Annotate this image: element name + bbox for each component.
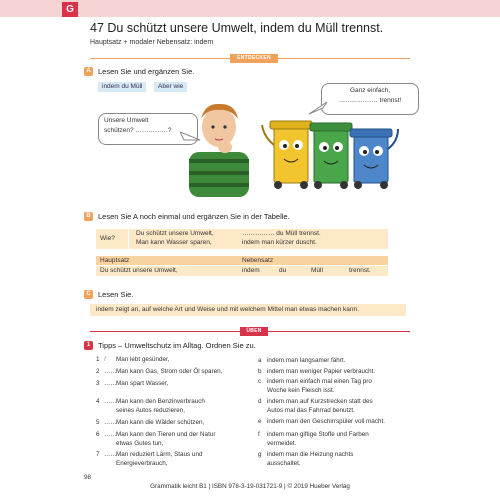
left-item-text: etwas Gutes tun, (116, 439, 164, 447)
trash-bins-illustration (260, 115, 402, 193)
left-item-5 (96, 419, 246, 428)
left-item-6 (96, 431, 246, 448)
section-b-badge: B (84, 212, 93, 221)
bubble-boy-line-2: schützen? ……………? (104, 127, 172, 134)
header-nebensatz: Nebensatz (242, 257, 274, 264)
exercise-1-badge: 1 (84, 341, 93, 350)
left-item-number: 7 (96, 451, 100, 458)
right-item-g (258, 451, 418, 468)
left-item-2 (96, 368, 246, 377)
right-item-b (258, 368, 418, 377)
unit-number: 47 (90, 21, 104, 35)
right-item-letter: a (258, 357, 262, 364)
exercise-1-instruction: Tipps – Umweltschutz im Alltag. Ordnen Sie zu. (98, 341, 256, 350)
left-item-7 (96, 451, 246, 468)
page-title (90, 21, 383, 35)
answer-blank[interactable]: …… (104, 368, 117, 375)
word-chip-2: Aber wie (154, 82, 187, 92)
chapter-tab: G (62, 2, 78, 17)
cell-conjunction: indem (242, 267, 260, 274)
right-item-text: Autos mal das Fahrrad benutzt. (267, 406, 355, 414)
cell-verb: trennst. (349, 267, 371, 274)
right-item-letter: b (258, 368, 262, 375)
answer-blank[interactable]: …… (104, 380, 117, 387)
right-item-text: indem man weniger Papier verbraucht. (267, 368, 376, 375)
example-right-2: indem man kürzer duscht. (242, 239, 317, 246)
section-c-instruction: Lesen Sie. (98, 290, 134, 299)
right-item-c (258, 378, 418, 395)
section-c-badge: C (84, 290, 93, 299)
boy-illustration (183, 97, 255, 197)
left-item-text: Man kann Gas, Strom oder Öl sparen, (116, 368, 223, 375)
left-item-text: Man kann die Wälder schützen, (116, 419, 205, 426)
example-left-2: Man kann Wasser sparen, (136, 239, 212, 246)
cell-object: Müll (311, 267, 323, 274)
right-item-text: indem man auf Kurzstrecken statt des (267, 398, 373, 405)
right-item-text: indem man einfach mal einen Tag pro (267, 378, 372, 385)
bubble-bins-line-1: Ganz einfach, (349, 87, 391, 94)
left-item-number: 1 (96, 356, 100, 363)
right-item-letter: e (258, 418, 262, 425)
left-item-number: 6 (96, 431, 100, 438)
left-item-text: Man spart Wasser, (116, 380, 169, 387)
left-item-number: 3 (96, 380, 100, 387)
left-item-number: 2 (96, 368, 100, 375)
left-item-text: Man lebt gesünder, (116, 356, 170, 363)
ueben-banner: ÜBEN (240, 327, 268, 336)
left-item-number: 5 (96, 419, 100, 426)
left-item-text: Energieverbrauch, (116, 459, 168, 467)
right-item-letter: g (258, 451, 262, 458)
answer-blank[interactable]: …… (104, 431, 117, 438)
right-item-letter: d (258, 398, 262, 405)
page-subtitle: Hauptsatz + modaler Nebensatz: indem (90, 39, 214, 46)
left-item-text: Man reduziert Lärm, Staus und (116, 451, 203, 458)
section-b-instruction: Lesen Sie A noch einmal und ergänzen Sie in der Tabelle. (98, 212, 290, 221)
page-number: 98 (84, 474, 92, 481)
left-item-number: 4 (96, 398, 100, 405)
left-item-3 (96, 380, 246, 389)
footer-text: Grammatik leicht B1 | ISBN 978-3-19-031721-9 | © 2019 Hueber Verlag (150, 483, 350, 490)
answer-blank[interactable]: …… (104, 398, 117, 405)
right-item-text: vermeidet. (267, 439, 297, 447)
left-item-1 (96, 356, 246, 365)
cell-hauptsatz: Du schützt unsere Umwelt, (100, 267, 178, 274)
section-a-instruction: Lesen Sie und ergänzen Sie. (98, 67, 195, 76)
answer-blank[interactable]: …… (104, 451, 117, 458)
cell-subject: du (279, 267, 287, 274)
left-item-text: seines Autos reduzieren, (116, 406, 185, 414)
right-item-d (258, 398, 418, 415)
answer-blank[interactable]: f (104, 356, 106, 363)
table-divider (128, 229, 129, 249)
right-item-f (258, 431, 418, 448)
example-label: Wie? (100, 235, 115, 242)
right-item-letter: f (258, 431, 260, 438)
section-c-text: indem zeigt an, auf welche Art und Weise und mit welchem Mittel man etwas machen kann. (90, 304, 406, 316)
header-hauptsatz: Hauptsatz (100, 257, 130, 264)
right-item-text: indem man langsamer fährt. (267, 357, 346, 364)
left-item-text: Man kann den Tieren und der Natur (116, 431, 216, 438)
speech-bubble-bins (321, 83, 419, 115)
section-a-badge: A (84, 67, 93, 76)
right-item-a (258, 357, 418, 366)
word-chip-1: indem du Müll (98, 82, 146, 92)
example-left-1: Du schützt unsere Umwelt, (136, 230, 214, 237)
bubble-boy-line-1: Unsere Umwelt (104, 117, 149, 124)
left-item-4 (96, 398, 246, 415)
right-item-text: indem man giftige Stoffe und Farben (267, 431, 369, 438)
answer-blank[interactable]: …… (104, 419, 117, 426)
right-item-text: indem man den Geschirrspüler voll macht. (267, 418, 385, 425)
example-right-1: …………… du Müll trennst. (242, 230, 321, 237)
left-item-text: Man kann den Benzinverbrauch (116, 398, 205, 405)
right-item-letter: c (258, 378, 262, 385)
right-item-e (258, 418, 418, 427)
right-item-text: Woche kein Fleisch isst. (267, 386, 335, 394)
right-item-text: indem man die Heizung nachts (267, 451, 354, 458)
unit-title: Du schützt unsere Umwelt, indem du Müll trennst. (107, 21, 384, 35)
bubble-bins-line-2: ……………… trennst! (338, 97, 402, 104)
right-item-text: ausschaltet. (267, 459, 301, 467)
entdecken-banner: ENTDECKEN (230, 54, 278, 63)
